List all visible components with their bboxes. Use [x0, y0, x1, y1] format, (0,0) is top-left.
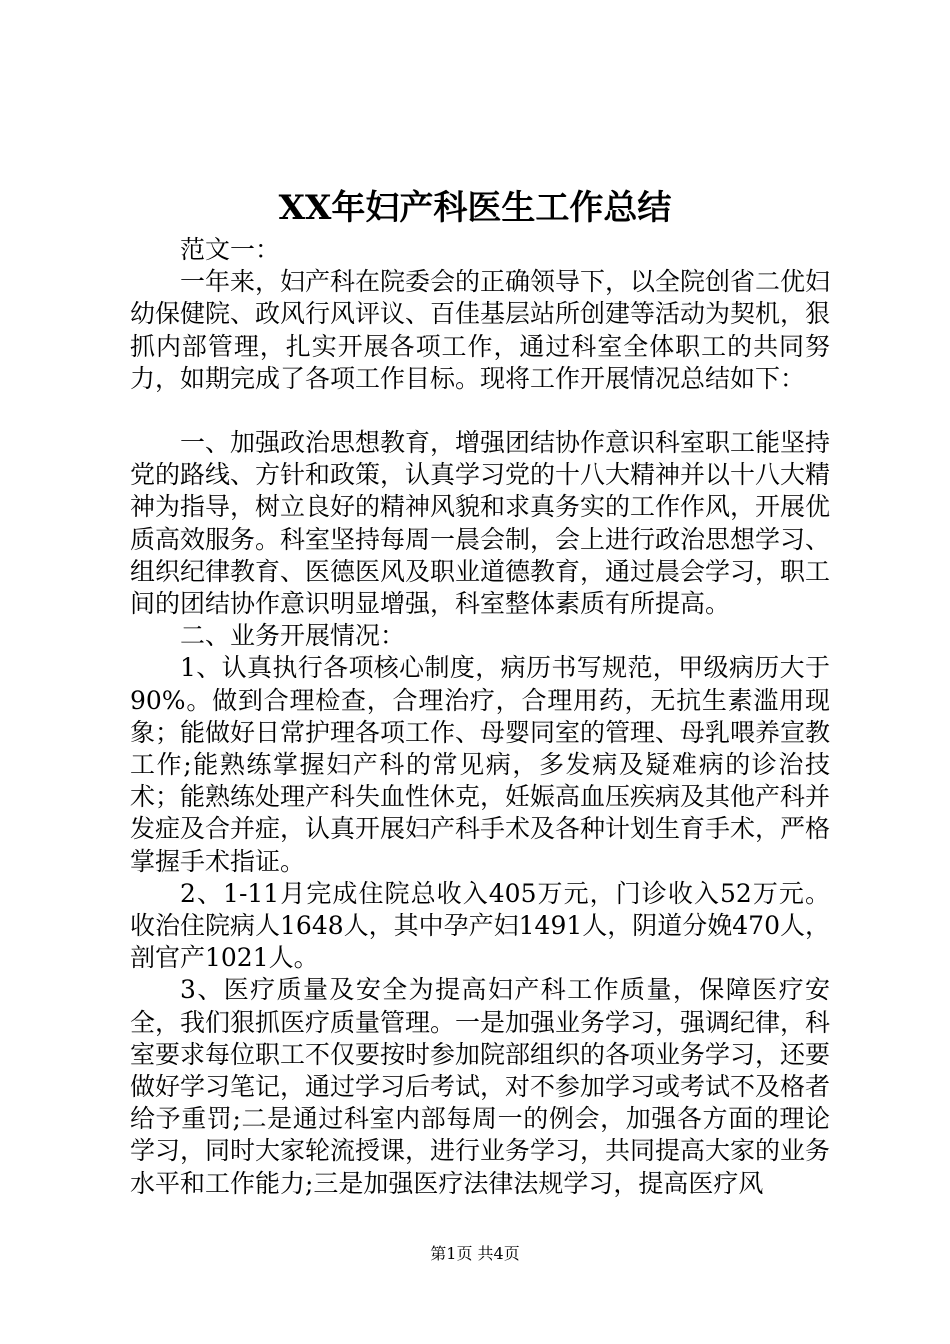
- paragraph-core-system: 1、认真执行各项核心制度，病历书写规范，甲级病历大于90%。做到合理检查，合理治疗，合理用药，无抗生素滥用现象；能做好日常护理各项工作、母婴同室的管理、母乳喂养宣教工作;能熟练掌握妇产科的常见病，多发病及疑难病的诊治技术；能熟练处理产科失血性休克，妊娠高血压疾病及其他产科并发症及合并症，认真开展妇产科手术及各种计划生育手术，严格掌握手术指证。: [130, 653, 831, 876]
- page-number: 第1页 共4页: [430, 1244, 520, 1263]
- paragraph-intro: 一年来，妇产科在院委会的正确领导下，以全院创省二优妇幼保健院、政风行风评议、百佳基层站所创建等活动为契机，狠抓内部管理，扎实开展各项工作，通过科室全体职工的共同努力，如期完成了各项工作目标。现将工作开展情况总结如下：: [130, 267, 831, 393]
- paragraph-sample-label: 范文一：: [180, 235, 281, 264]
- paragraph-spacer: [130, 395, 830, 427]
- document-title: XX年妇产科医生工作总结: [278, 188, 672, 228]
- paragraph-business-heading: 二、业务开展情况：: [180, 621, 406, 651]
- paragraph-income-stats: 2、1-11月完成住院总收入405万元，门诊收入52万元。收治住院病人1648人，其中孕产妇1491人，阴道分娩470人，剖官产1021人。: [130, 878, 830, 973]
- paragraph-political-education: 一、加强政治思想教育，增强团结协作意识科室职工能坚持党的路线、方针和政策，认真学习党的十八大精神并以十八大精神为指导，树立良好的精神风貌和求真务实的工作作风，开展优质高效服务。科室坚持每周一晨会制，会上进行政治思想学习、组织纪律教育、医德医风及职业道德教育，通过晨会学习，职工间的团结协作意识明显增强，科室整体素质有所提高。: [130, 428, 831, 619]
- paragraph-quality-safety: 3、医疗质量及安全为提高妇产科工作质量，保障医疗安全，我们狠抓医疗质量管理。一是加强业务学习，强调纪律，科室要求每位职工不仅要按时参加院部组织的各项业务学习，还要做好学习笔记，通过学习后考试，对不参加学习或考试不及格者给予重罚;二是通过科室内部每周一的例会，加强各方面的理论学习，同时大家轮流授课，进行业务学习，共同提高大家的业务水平和工作能力;三是加强医疗法律法规学习，提高医疗风: [130, 975, 831, 1198]
- document-body: [130, 234, 830, 1200]
